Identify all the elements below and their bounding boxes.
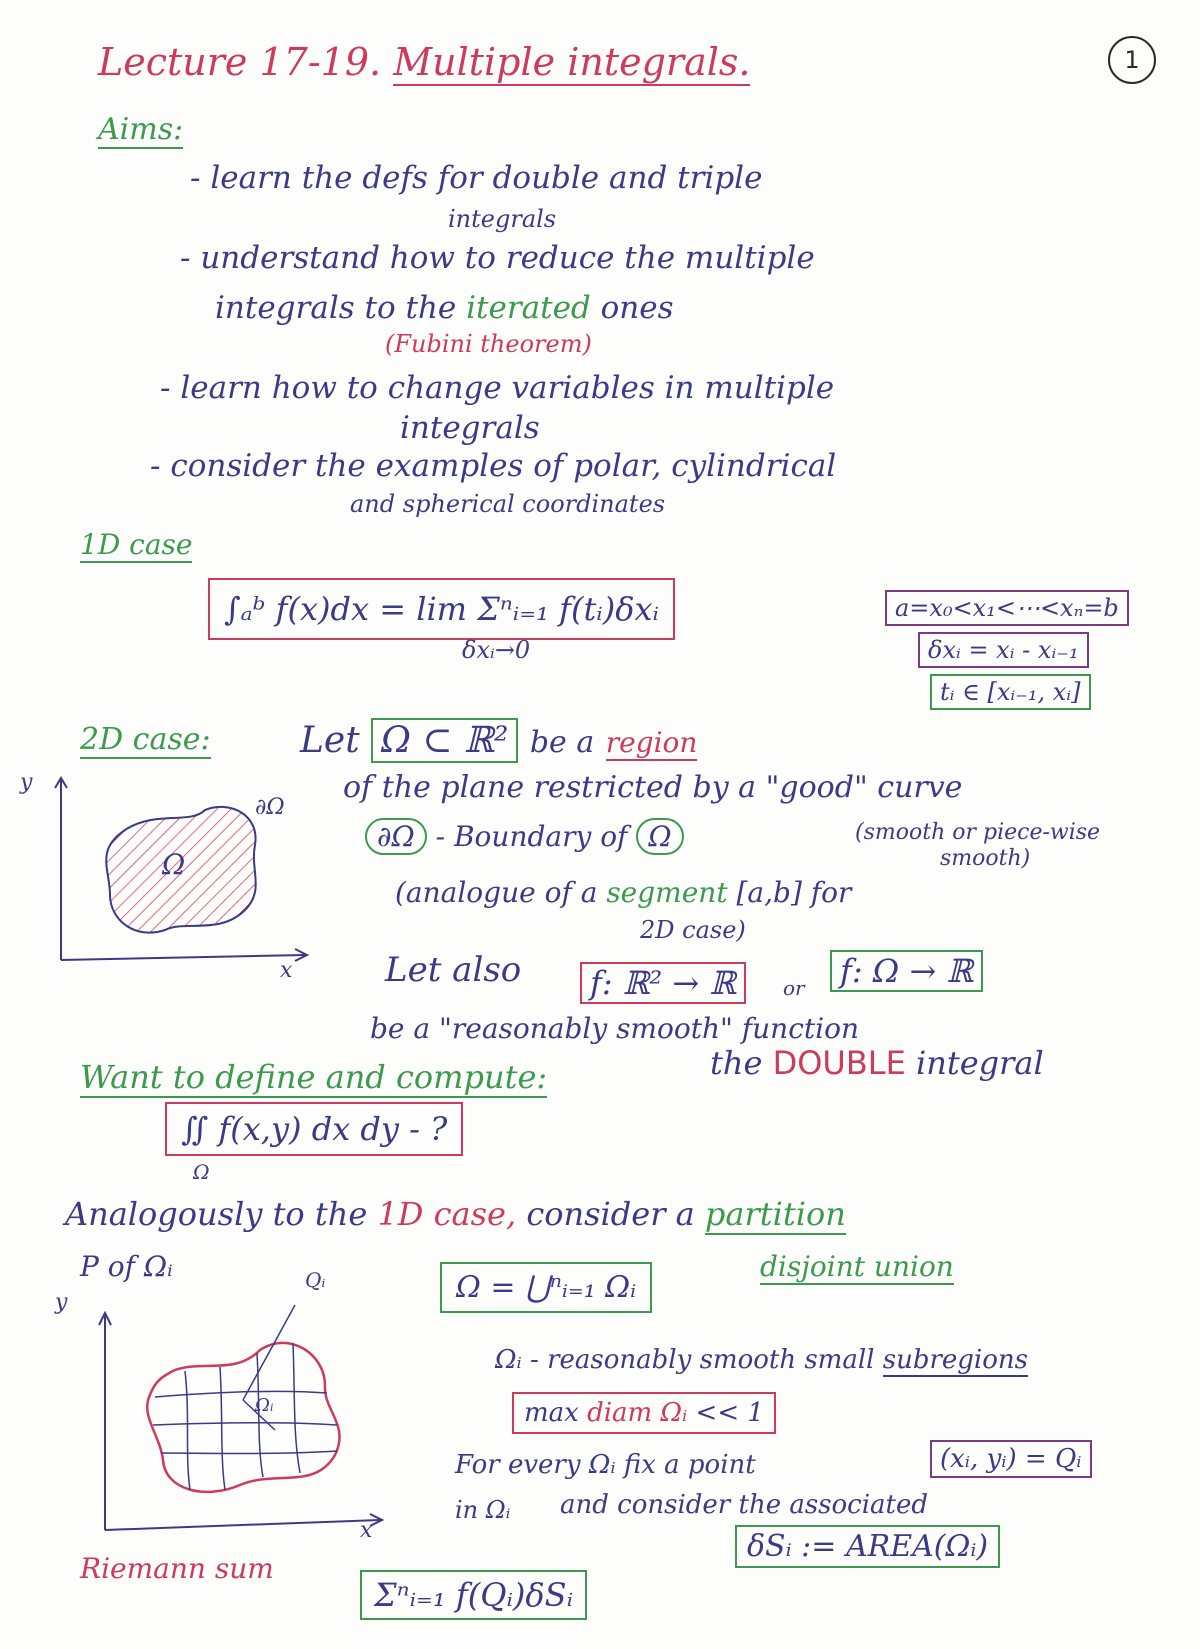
- fix-a-point-text: fix a point: [623, 1450, 756, 1480]
- double-integral-subscript: Ω: [193, 1160, 210, 1184]
- case-1d-heading: 1D case: [80, 528, 193, 561]
- much-less-one: << 1: [695, 1398, 764, 1428]
- associated-text: and consider the associated: [560, 1490, 929, 1520]
- double-word: DOUBLE: [772, 1044, 906, 1082]
- region-word: region: [605, 726, 698, 759]
- boundary-label: ∂Ω: [255, 795, 285, 820]
- aim-2-line2a: integrals to the: [215, 290, 457, 326]
- max-word: max: [524, 1398, 579, 1428]
- subregions-word: subregions: [882, 1345, 1028, 1375]
- omega-subset-box: Ω ⊂ ℝ²: [371, 718, 518, 763]
- boundary-line: [365, 820, 684, 853]
- axis-x-label-1: x: [280, 958, 293, 983]
- max-diam-box: [512, 1392, 776, 1434]
- for-every-text: For every: [455, 1450, 581, 1480]
- omega-label-region: Ω: [162, 848, 186, 881]
- point-q-box: (xᵢ, yᵢ) = Qᵢ: [930, 1440, 1092, 1478]
- aim-1-line2: integrals: [448, 205, 557, 233]
- subregions-text: Ωᵢ - reasonably smooth small: [495, 1345, 875, 1375]
- grid-v2: [220, 1367, 225, 1490]
- boundary-symbol-circled: ∂Ω: [365, 818, 427, 855]
- axis-y-label-1: y: [20, 770, 33, 795]
- integral-word: integral: [916, 1044, 1044, 1082]
- analogue-text1: (analogue of a: [395, 876, 598, 909]
- or-word: or: [783, 976, 805, 1000]
- axis-y-label-2: y: [55, 1290, 68, 1315]
- case-1d-formula: [208, 578, 675, 640]
- one-d-case-ref: 1D case,: [377, 1195, 517, 1233]
- delta-x-box: δxᵢ = xᵢ - xᵢ₋₁: [918, 632, 1089, 668]
- limit-subscript: δxᵢ→0: [462, 636, 531, 664]
- axis-x-label-2: x: [360, 1518, 373, 1543]
- diam-omega: diam Ωᵢ: [587, 1398, 688, 1428]
- aim-2-line2: [215, 290, 674, 326]
- analogue-line: [395, 876, 851, 909]
- t-point-box: tᵢ ∈ [xᵢ₋₁, xᵢ]: [930, 674, 1091, 710]
- aim-2-line1: - understand how to reduce the multiple: [180, 240, 815, 276]
- subregions-line: [495, 1345, 1028, 1375]
- omega-i-label: Ωᵢ: [255, 1395, 274, 1416]
- riemann-1d-formula: ∫ₐᵇ f(x)dx = lim Σⁿᵢ₌₁ f(tᵢ)δxᵢ: [224, 590, 659, 628]
- aim-4-line1: - consider the examples of polar, cylindrical: [150, 448, 837, 484]
- analogue-text2: [a,b] for: [736, 876, 852, 909]
- grid-v1: [185, 1371, 190, 1490]
- in-omega-text: in Ωᵢ: [455, 1496, 511, 1524]
- aim-3-line1: - learn how to change variables in multiple: [160, 370, 835, 406]
- smooth-function-text: be a "reasonably smooth" function: [370, 1012, 859, 1045]
- double-integral-line: [710, 1044, 1044, 1082]
- case-2d-heading: 2D case:: [80, 722, 211, 757]
- partition-condition-box: a=x₀<x₁<⋯<xₙ=b: [885, 590, 1129, 626]
- smooth-note-2: smooth): [940, 846, 1031, 871]
- partition-grid: [153, 1343, 337, 1490]
- the-word: the: [710, 1044, 763, 1082]
- partition-region-boundary: [147, 1343, 339, 1492]
- aims-heading: Aims:: [98, 112, 184, 147]
- boundary-text: - Boundary of: [435, 820, 628, 853]
- case-2d-let-line: [300, 720, 697, 761]
- analogue-text3: 2D case): [640, 916, 746, 944]
- area-box: δSᵢ := AREA(Ωᵢ): [735, 1525, 1000, 1568]
- let-also-text: Let also: [385, 950, 522, 990]
- lecture-title: [98, 40, 750, 84]
- fubini-note: (Fubini theorem): [385, 330, 592, 358]
- aim-2-iterated: iterated: [466, 290, 591, 326]
- q-i-label: Qᵢ: [305, 1268, 326, 1292]
- riemann-formula-box: Σⁿᵢ₌₁ f(Qᵢ)δSᵢ: [360, 1570, 587, 1620]
- riemann-label: Riemann sum: [80, 1552, 274, 1585]
- p-of-omega: P of Ωᵢ: [80, 1250, 173, 1283]
- partition-word: partition: [704, 1195, 846, 1233]
- for-every-line: [455, 1450, 756, 1480]
- want-text: Want to define and compute:: [80, 1058, 548, 1096]
- want-line: [80, 1058, 547, 1096]
- omega-circled: Ω: [636, 818, 683, 855]
- q-pointer-line: [243, 1305, 295, 1400]
- aim-3-line2: integrals: [400, 410, 540, 446]
- analogously-text: Analogously to the: [65, 1195, 368, 1233]
- function-box-2: f: Ω → ℝ: [830, 950, 983, 992]
- function-box-1: f: ℝ² → ℝ: [580, 962, 746, 1004]
- aim-2-line2c: ones: [600, 290, 674, 326]
- for-every-omega: Ωᵢ: [588, 1450, 616, 1480]
- restricted-line: of the plane restricted by a "good" curve: [343, 770, 963, 805]
- grid-h1: [155, 1391, 327, 1397]
- disjoint-union: disjoint union: [760, 1250, 954, 1283]
- title-part2: Multiple integrals.: [393, 40, 751, 84]
- be-a-word: be a: [529, 725, 595, 760]
- x-axis-line: [61, 955, 305, 960]
- double-integral-box: ∬ f(x,y) dx dy - ?: [165, 1102, 463, 1156]
- segment-word: segment: [606, 876, 728, 909]
- analogously-line: [65, 1195, 846, 1233]
- partition-sketch: [25, 1285, 405, 1545]
- x-axis-line-2: [105, 1520, 380, 1530]
- aim-1-line1: - learn the defs for double and triple: [190, 160, 763, 196]
- title-part1: Lecture 17-19.: [98, 40, 382, 84]
- aim-4-line2: and spherical coordinates: [350, 490, 666, 518]
- grid-h2: [153, 1423, 337, 1425]
- let-word: Let: [300, 720, 360, 761]
- union-box: Ω = ⋃ⁿᵢ₌₁ Ωᵢ: [440, 1262, 652, 1313]
- page-number: 1: [1108, 36, 1156, 84]
- consider-a-text: consider a: [526, 1195, 695, 1233]
- smooth-note-1: (smooth or piece-wise: [855, 820, 1101, 845]
